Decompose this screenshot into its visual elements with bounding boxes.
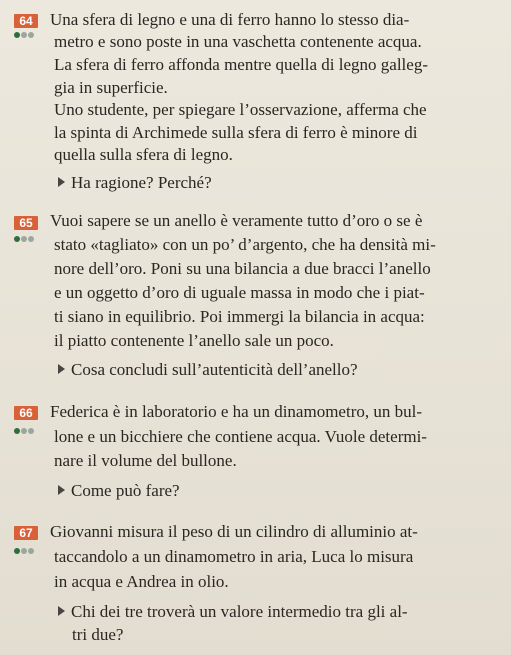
text-line: taccandolo a un dinamometro in aria, Luca lo misura: [54, 547, 414, 566]
text-line: il piatto contenente l’anello sale un poco.: [54, 331, 334, 350]
difficulty-dot-empty: [21, 428, 27, 434]
exercise-number: 67: [14, 526, 38, 540]
triangle-bullet-icon: [58, 364, 65, 374]
text-line: e un oggetto d’oro di uguale massa in modo che i piat-: [54, 283, 425, 302]
text-line: Federica è in laboratorio e ha un dinamometro, un bul-: [50, 402, 422, 421]
difficulty-dots: [14, 236, 35, 244]
difficulty-dots: [14, 32, 35, 40]
exercise-number: 65: [14, 216, 38, 230]
difficulty-dot-empty: [28, 236, 34, 242]
difficulty-dot-empty: [28, 32, 34, 38]
difficulty-dots: [14, 428, 35, 436]
text-line: la spinta di Archimede sulla sfera di ferro è minore di: [54, 123, 418, 142]
difficulty-dot-filled: [14, 32, 20, 38]
question-text: Cosa concludi sull’autenticità dell’anello?: [71, 360, 358, 379]
text-line: Uno studente, per spiegare l’osservazione, afferma che: [54, 100, 427, 119]
exercise-number: 64: [14, 14, 38, 28]
question-line: [58, 173, 212, 193]
exercise-number: 66: [14, 406, 38, 420]
text-line: nore dell’oro. Poni su una bilancia a due bracci l’anello: [54, 259, 431, 278]
text-line: ti siano in equilibrio. Poi immergi la bilancia in acqua:: [54, 307, 425, 326]
question-text: Chi dei tre troverà un valore intermedio tra gli al-: [71, 602, 408, 621]
difficulty-dot-empty: [21, 548, 27, 554]
question-text: Ha ragione? Perché?: [71, 173, 212, 192]
question-line: [58, 602, 408, 622]
difficulty-dots: [14, 548, 35, 556]
text-line: lone e un bicchiere che contiene acqua. Vuole determi-: [54, 427, 427, 446]
text-line: Una sfera di legno e una di ferro hanno lo stesso dia-: [50, 10, 410, 29]
difficulty-dot-empty: [21, 236, 27, 242]
text-line: gia in superficie.: [54, 78, 168, 97]
question-text-continued: tri due?: [72, 625, 124, 644]
text-line: quella sulla sfera di legno.: [54, 145, 233, 164]
question-line: [58, 481, 180, 501]
text-line: in acqua e Andrea in olio.: [54, 572, 229, 591]
triangle-bullet-icon: [58, 177, 65, 187]
difficulty-dot-empty: [28, 428, 34, 434]
text-line: Vuoi sapere se un anello è veramente tutto d’oro o se è: [50, 211, 423, 230]
text-line: metro e sono poste in una vaschetta contenente acqua.: [54, 32, 422, 51]
difficulty-dot-empty: [28, 548, 34, 554]
question-text: Come può fare?: [71, 481, 180, 500]
triangle-bullet-icon: [58, 606, 65, 616]
triangle-bullet-icon: [58, 485, 65, 495]
difficulty-dot-empty: [21, 32, 27, 38]
difficulty-dot-filled: [14, 428, 20, 434]
text-line: nare il volume del bullone.: [54, 451, 237, 470]
text-line: Giovanni misura il peso di un cilindro di alluminio at-: [50, 522, 418, 541]
difficulty-dot-filled: [14, 236, 20, 242]
difficulty-dot-filled: [14, 548, 20, 554]
text-line: La sfera di ferro affonda mentre quella di legno galleg-: [54, 55, 428, 74]
text-line: stato «tagliato» con un po’ d’argento, che ha densità mi-: [54, 235, 436, 254]
question-line: [58, 360, 358, 380]
